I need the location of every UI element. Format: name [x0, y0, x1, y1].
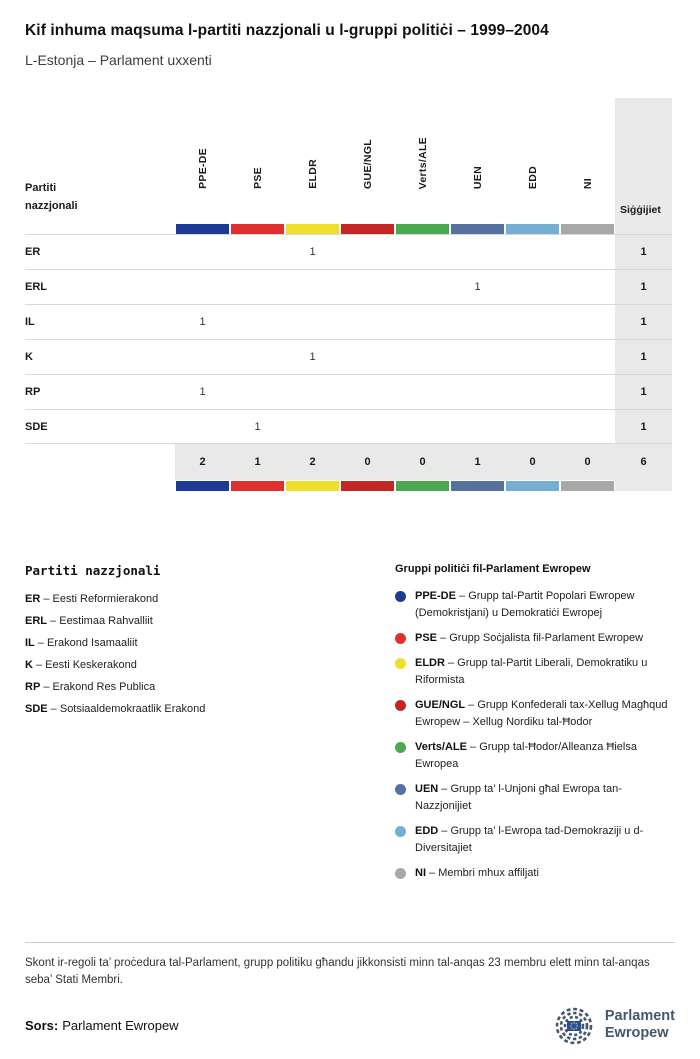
ep-logo-text: [605, 1008, 675, 1042]
legend-groups-list: [395, 588, 675, 882]
group-color-bar-Verts/ALE: [395, 223, 450, 234]
legend-political-groups: [395, 563, 675, 890]
seats-RP: 1: [615, 374, 672, 409]
cell-IL-GUE/NGL: [340, 304, 395, 339]
cell-RP-PSE: [230, 374, 285, 409]
total-UEN: 1: [450, 444, 505, 480]
column-header-label: Verts/ALE: [416, 136, 429, 189]
group-color-dot: [395, 658, 406, 669]
group-color-bar-EDD: [505, 480, 560, 491]
group-legend-item-PSE: [395, 630, 675, 647]
ep-logo-line2: Ewropew: [604, 1025, 669, 1041]
seats-column-background: [615, 480, 672, 491]
cell-ER-Verts/ALE: [395, 234, 450, 269]
party-label-K: K: [25, 339, 175, 374]
cell-ERL-EDD: [505, 269, 560, 304]
party-group-table: [25, 98, 672, 491]
color-bar: [506, 224, 559, 234]
color-bar: [341, 224, 394, 234]
group-color-bar-PSE: [230, 480, 285, 491]
group-color-bar-GUE/NGL: [340, 223, 395, 234]
group-legend-text: ELDR – Grupp tal-Partit Liberali, Demokratiku u Riformista: [415, 657, 648, 686]
color-bar: [451, 224, 504, 234]
color-bar: [231, 224, 284, 234]
color-bar: [231, 481, 284, 491]
source-value: Parlament Ewropew: [62, 1017, 179, 1033]
group-color-bar-NI: [560, 223, 615, 234]
column-header-label: GUE/NGL: [361, 139, 374, 189]
group-color-bar-GUE/NGL: [340, 480, 395, 491]
party-label-RP: RP: [25, 374, 175, 409]
color-bar: [451, 481, 504, 491]
column-header-NI: [560, 98, 615, 223]
column-header-EDD: [505, 98, 560, 223]
cell-RP-GUE/NGL: [340, 374, 395, 409]
column-header-UEN: [450, 98, 505, 223]
cell-SDE-NI: [560, 409, 615, 444]
total-PSE: 1: [230, 444, 285, 480]
cell-ER-GUE/NGL: [340, 234, 395, 269]
cell-IL-PSE: [230, 304, 285, 339]
seats-ERL: 1: [615, 269, 672, 304]
cell-ERL-NI: [560, 269, 615, 304]
party-legend-item-ERL: ERL – Eestimaa Rahvalliit: [25, 615, 153, 627]
legend-parties-list: [25, 592, 395, 717]
seats-K: 1: [615, 339, 672, 374]
group-color-dot: [395, 633, 406, 644]
cell-SDE-UEN: [450, 409, 505, 444]
group-legend-text: NI – Membri mhux affiljati: [415, 867, 539, 879]
total-EDD: 0: [505, 444, 560, 480]
party-legend-item-IL: IL – Erakond Isamaaliit: [25, 637, 138, 649]
cell-RP-EDD: [505, 374, 560, 409]
cell-SDE-GUE/NGL: [340, 409, 395, 444]
color-bar: [396, 481, 449, 491]
party-label-ERL: ERL: [25, 269, 175, 304]
footer: [25, 1005, 675, 1045]
group-color-dot: [395, 826, 406, 837]
cell-ERL-PSE: [230, 269, 285, 304]
cell-ERL-Verts/ALE: [395, 269, 450, 304]
group-color-dot: [395, 700, 406, 711]
cell-ER-EDD: [505, 234, 560, 269]
group-color-bar-ELDR: [285, 223, 340, 234]
cell-ERL-ELDR: [285, 269, 340, 304]
group-color-bar-PPE-DE: [175, 480, 230, 491]
cell-IL-UEN: [450, 304, 505, 339]
color-bar: [506, 481, 559, 491]
group-legend-item-NI: [395, 865, 675, 882]
group-legend-text: UEN – Grupp ta’ l-Unjoni għal Ewropa tan-Nazzjonijiet: [415, 783, 622, 812]
cell-ER-UEN: [450, 234, 505, 269]
table-spacer-cell: [25, 223, 175, 234]
source-label: Sors:: [25, 1017, 59, 1033]
cell-ER-ELDR: 1: [285, 234, 340, 269]
party-legend-item-SDE: SDE – Sotsiaaldemokraatlik Erakond: [25, 703, 206, 715]
total-ELDR: 2: [285, 444, 340, 480]
cell-RP-Verts/ALE: [395, 374, 450, 409]
cell-RP-PPE-DE: 1: [175, 374, 230, 409]
cell-RP-ELDR: [285, 374, 340, 409]
group-color-dot: [395, 868, 406, 879]
party-label-SDE: SDE: [25, 409, 175, 444]
color-bar: [176, 224, 229, 234]
color-bar: [561, 481, 614, 491]
legends: [25, 563, 675, 890]
column-header-label: ELDR: [306, 159, 319, 189]
group-legend-item-PPE-DE: [395, 588, 675, 622]
column-header-GUE/NGL: [340, 98, 395, 223]
color-bar: [286, 224, 339, 234]
european-parliament-logo: [553, 1005, 675, 1045]
cell-IL-PPE-DE: 1: [175, 304, 230, 339]
party-legend-item-ER: ER – Eesti Reformierakond: [25, 593, 159, 605]
cell-ERL-GUE/NGL: [340, 269, 395, 304]
color-bar: [396, 224, 449, 234]
table-spacer-cell: [25, 480, 175, 491]
cell-SDE-PPE-DE: [175, 409, 230, 444]
group-legend-text: EDD – Grupp ta’ l-Ewropa tad-Demokraziji u d-Diversitajiet: [415, 825, 644, 854]
group-color-bar-ELDR: [285, 480, 340, 491]
row-header-label: Partiti nazzjonali: [25, 181, 78, 212]
column-header-ELDR: [285, 98, 340, 223]
ep-logo-line1: Parlament: [604, 1008, 675, 1024]
group-color-dot: [395, 742, 406, 753]
column-header-label: UEN: [471, 165, 484, 189]
legend-parties-title: Partiti nazzjonali: [25, 563, 161, 578]
total-seats: 6: [615, 444, 672, 480]
cell-K-ELDR: 1: [285, 339, 340, 374]
cell-K-Verts/ALE: [395, 339, 450, 374]
group-color-bar-EDD: [505, 223, 560, 234]
color-bar: [286, 481, 339, 491]
legend-groups-title: Gruppi politiċi fil-Parlament Ewropew: [395, 563, 591, 575]
cell-K-NI: [560, 339, 615, 374]
column-header-label: PSE: [251, 167, 264, 189]
total-Verts/ALE: 0: [395, 444, 450, 480]
group-color-bar-PSE: [230, 223, 285, 234]
legend-national-parties: [25, 563, 395, 890]
group-color-bar-Verts/ALE: [395, 480, 450, 491]
cell-IL-EDD: [505, 304, 560, 339]
party-legend-item-K: K – Eesti Keskerakond: [25, 659, 137, 671]
column-header-PSE: [230, 98, 285, 223]
group-color-bar-NI: [560, 480, 615, 491]
column-header-label: PPE-DE: [196, 148, 209, 189]
cell-RP-NI: [560, 374, 615, 409]
cell-K-PSE: [230, 339, 285, 374]
color-bar: [176, 481, 229, 491]
seats-IL: 1: [615, 304, 672, 339]
cell-K-PPE-DE: [175, 339, 230, 374]
party-label-IL: IL: [25, 304, 175, 339]
group-color-bar-UEN: [450, 480, 505, 491]
source-line: [25, 1018, 179, 1033]
group-legend-text: PPE-DE – Grupp tal-Partit Popolari Ewropew (Demokristjani) u Demokratiċi Ewropej: [415, 590, 635, 619]
cell-K-UEN: [450, 339, 505, 374]
totals-spacer-cell: [25, 444, 175, 480]
party-legend-item-RP: RP – Erakond Res Publica: [25, 681, 156, 693]
cell-SDE-PSE: 1: [230, 409, 285, 444]
cell-ER-PPE-DE: [175, 234, 230, 269]
seats-SDE: 1: [615, 409, 672, 444]
color-bar: [341, 481, 394, 491]
group-color-dot: [395, 591, 406, 602]
column-header-PPE-DE: [175, 98, 230, 223]
cell-IL-ELDR: [285, 304, 340, 339]
group-legend-item-UEN: [395, 781, 675, 815]
group-color-bar-UEN: [450, 223, 505, 234]
cell-ER-NI: [560, 234, 615, 269]
ep-hemicycle-icon: [553, 1005, 595, 1045]
seats-ER: 1: [615, 234, 672, 269]
cell-K-GUE/NGL: [340, 339, 395, 374]
group-legend-item-Verts/ALE: [395, 739, 675, 773]
column-header-label: NI: [581, 177, 594, 189]
color-bar: [561, 224, 614, 234]
column-header-Verts/ALE: [395, 98, 450, 223]
column-header-seats: Siġġijiet: [615, 98, 672, 223]
group-legend-text: GUE/NGL – Grupp Konfederali tax-Xellug Magħqud Ewropew – Xellug Nordiku tal-Ħodor: [415, 699, 668, 728]
page-title: Kif inhuma maqsuma l-partiti nazzjonali u l-gruppi politiċi – 1999–2004: [25, 22, 549, 39]
group-color-dot: [395, 784, 406, 795]
group-color-bar-PPE-DE: [175, 223, 230, 234]
cell-SDE-Verts/ALE: [395, 409, 450, 444]
cell-SDE-EDD: [505, 409, 560, 444]
party-label-ER: ER: [25, 234, 175, 269]
group-legend-text: PSE – Grupp Soċjalista fil-Parlament Ewropew: [415, 632, 644, 644]
column-header-label: EDD: [526, 165, 539, 189]
cell-ER-PSE: [230, 234, 285, 269]
total-NI: 0: [560, 444, 615, 480]
cell-ERL-PPE-DE: [175, 269, 230, 304]
footnote: Skont ir-regoli ta’ proċedura tal-Parlament, grupp politiku għandu jikkonsisti minn tal-anqas 23 membru elett minn tal-anqas seba’ Stati Membri.: [25, 942, 675, 989]
cell-IL-Verts/ALE: [395, 304, 450, 339]
cell-RP-UEN: [450, 374, 505, 409]
total-GUE/NGL: 0: [340, 444, 395, 480]
cell-K-EDD: [505, 339, 560, 374]
total-PPE-DE: 2: [175, 444, 230, 480]
group-legend-item-ELDR: [395, 655, 675, 689]
seats-column-background: [615, 223, 672, 234]
group-legend-item-GUE/NGL: [395, 697, 675, 731]
cell-SDE-ELDR: [285, 409, 340, 444]
group-legend-item-EDD: [395, 823, 675, 857]
group-legend-text: Verts/ALE – Grupp tal-Ħodor/Alleanza Ħielsa Ewropea: [415, 741, 637, 770]
cell-IL-NI: [560, 304, 615, 339]
page-subtitle: L-Estonja – Parlament uxxenti: [25, 52, 212, 68]
cell-ERL-UEN: 1: [450, 269, 505, 304]
